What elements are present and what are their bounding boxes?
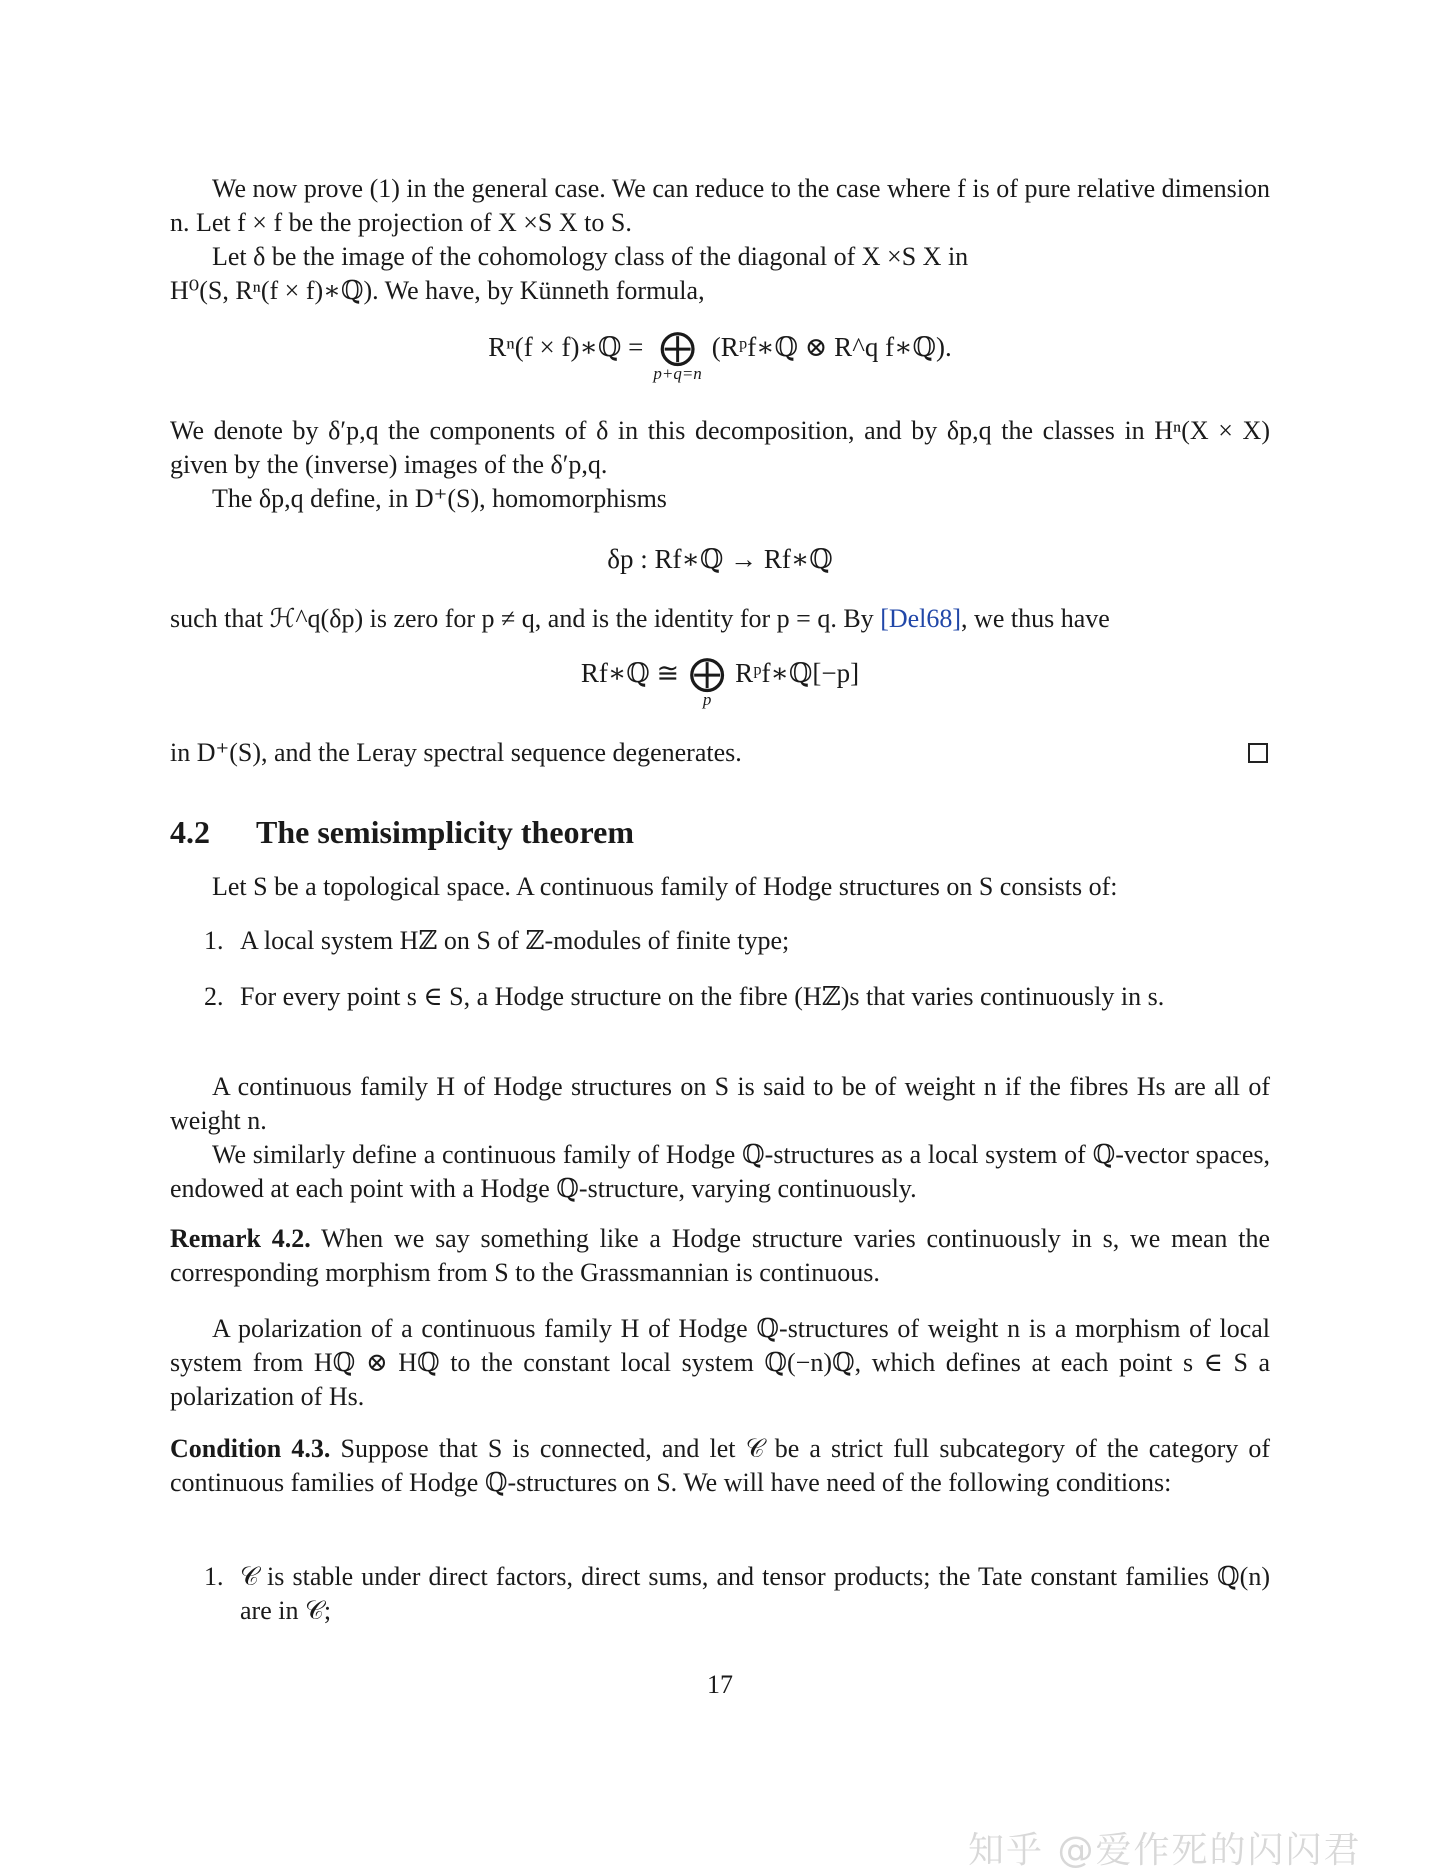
list-item (204, 924, 1270, 958)
paragraph-text: , we thus have (961, 604, 1110, 633)
paragraph-components (170, 414, 1270, 482)
equation-text: δp : Rf∗ℚ → Rf∗ℚ (607, 544, 833, 574)
list-marker: 1. (204, 1562, 224, 1591)
condition-block (170, 1432, 1270, 1500)
citation-link[interactable]: [Del68] (880, 604, 962, 633)
direct-sum-index: p (702, 690, 712, 709)
page-number: 17 (707, 1670, 733, 1699)
list-item-text: 𝒞 is stable under direct factors, direct sums, and tensor products; the Tate constant families ℚ(n) are in 𝒞; (240, 1562, 1270, 1625)
paragraph-text: in D⁺(S), and the Leray spectral sequence degenerates. (170, 738, 742, 767)
direct-sum-index: p+q=n (653, 364, 702, 383)
paragraph-text: Let δ be the image of the cohomology class of the diagonal of X ×S X in (212, 242, 969, 271)
equation-decomposition (170, 653, 1270, 710)
list-item-text: For every point s ∈ S, a Hodge structure on the fibre (Hℤ)s that varies continuously in s. (240, 982, 1165, 1011)
paragraph-proof-intro (170, 172, 1270, 240)
condition-label: Condition 4.3. (170, 1434, 331, 1463)
remark-text: When we say something like a Hodge structure varies continuously in s, we mean the corresponding morphism from S to the Grassmannian is continuous. (170, 1224, 1270, 1287)
paragraph-polarization (170, 1312, 1270, 1414)
paragraph-text: A polarization of a continuous family H of Hodge ℚ-structures of weight n is a morphism of local system from Hℚ ⊗ Hℚ to the constant local system ℚ(−n)ℚ, which defines at each point s ∈ S a polarization of Hs. (170, 1314, 1270, 1411)
qed-square-icon (1248, 743, 1268, 763)
list-item-text: A local system Hℤ on S of ℤ-modules of finite type; (240, 926, 790, 955)
paragraph-diagonal (170, 240, 1270, 308)
list-marker: 1. (204, 926, 224, 955)
paragraph-text: such that ℋ^q(δp) is zero for p ≠ q, and is the identity for p = q. By (170, 604, 881, 633)
condition-text: Suppose that S is connected, and let 𝒞 be a strict full subcategory of the category of continuous families of Hodge ℚ-structures on S. We will have need of the following conditions: (170, 1434, 1271, 1497)
direct-sum-operator (689, 653, 726, 710)
paragraph-text: The δp,q define, in D⁺(S), homomorphisms (212, 484, 667, 513)
equation-kunneth (170, 327, 1270, 384)
direct-sum-symbol: ⨁ (689, 653, 726, 693)
equation-rhs: Rᵖf∗ℚ[−p] (735, 658, 860, 688)
equation-rhs: (Rᵖf∗ℚ ⊗ R^q f∗ℚ). (711, 332, 952, 362)
remark-block (170, 1222, 1270, 1290)
equation-lhs: Rⁿ(f × f)∗ℚ = (488, 332, 644, 362)
paragraph-text: We denote by δ′p,q the components of δ in this decomposition, and by δp,q the classes in Hⁿ(X × X) given by the (inverse) images of the δ′p,q. (170, 416, 1270, 479)
paragraph-weight (170, 1070, 1270, 1138)
direct-sum-symbol: ⨁ (659, 327, 696, 367)
section-heading (170, 812, 634, 852)
section-title: The semisimplicity theorem (256, 814, 635, 850)
watermark: 知乎 @爱作死的闪闪君 (968, 1830, 1362, 1871)
paragraph-definition (170, 870, 1270, 904)
list-marker: 2. (204, 982, 224, 1011)
paragraph-text: We similarly define a continuous family of Hodge ℚ-structures as a local system of ℚ-vector spaces, endowed at each point with a Hodge ℚ-structure, varying continuously. (170, 1140, 1270, 1203)
direct-sum-operator (653, 327, 702, 384)
section-number: 4.2 (170, 814, 210, 850)
paragraph-text: A continuous family H of Hodge structures on S is said to be of weight n if the fibres Hs are all of weight n. (170, 1072, 1270, 1135)
paragraph-identity (170, 602, 1270, 636)
paragraph-homomorphisms (170, 482, 1270, 516)
equation-lhs: Rf∗ℚ ≅ (580, 658, 680, 688)
paragraph-q-structures (170, 1138, 1270, 1206)
paragraph-leray (170, 736, 1270, 770)
remark-label: Remark 4.2. (170, 1224, 311, 1253)
paragraph-text: We now prove (1) in the general case. We can reduce to the case where f is of pure relative dimension n. Let f × f be the projection of X ×S X to S. (170, 174, 1270, 237)
list-item (204, 1560, 1270, 1628)
list-item (204, 980, 1270, 1014)
equation-delta-p (170, 542, 1270, 576)
paragraph-text: H⁰(S, Rⁿ(f × f)∗ℚ). We have, by Künneth formula, (170, 276, 705, 305)
paragraph-text: Let S be a topological space. A continuous family of Hodge structures on S consists of: (212, 872, 1118, 901)
